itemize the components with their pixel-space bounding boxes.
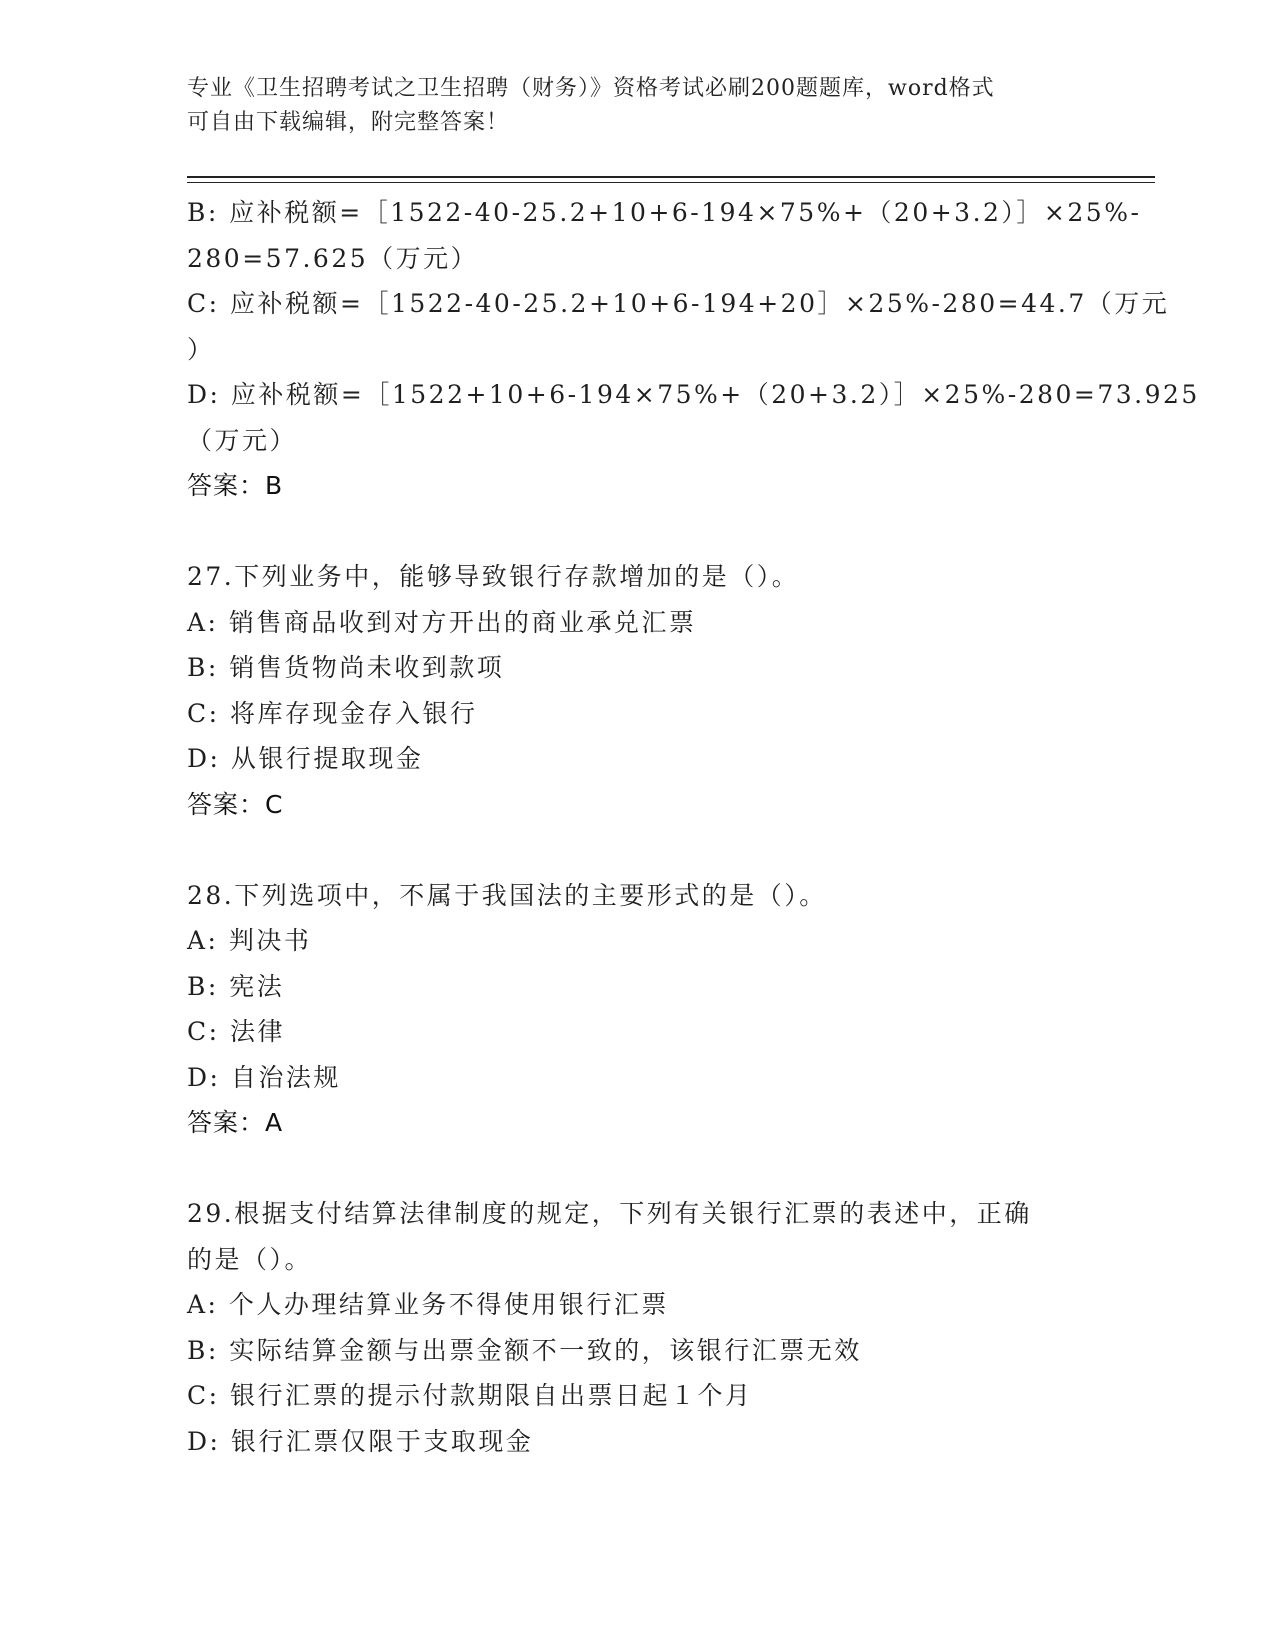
q28-option-a: A: 判决书 [187, 926, 312, 955]
q28-option-d: D: 自治法规 [187, 1062, 341, 1092]
q26-option-c-line-1: C: 应补税额=［1522-40-25.2+10+6-194+20］×25%-280=44.7（万元 [187, 289, 1170, 318]
q28-answer: 答案：A [187, 1108, 284, 1137]
q28-option-c: C: 法律 [187, 1017, 285, 1046]
q29-option-c: C: 银行汇票的提示付款期限自出票日起１个月 [187, 1381, 753, 1410]
q28-question: 28.下列选项中，不属于我国法的主要形式的是（）。 [187, 880, 827, 910]
question-26 [187, 190, 1200, 509]
q26-option-b-line-1: B: 应补税额=［1522-40-25.2+10+6-194×75%+（20+3.2）］×25%- [187, 198, 1142, 227]
header-rule-thin [187, 182, 1155, 183]
question-27 [187, 554, 1087, 827]
q29-option-d: D: 银行汇票仅限于支取现金 [187, 1426, 534, 1456]
q26-answer: 答案：B [187, 471, 284, 500]
spacer [187, 509, 1087, 555]
spacer [187, 1146, 1087, 1192]
q27-option-a: A: 销售商品收到对方开出的商业承兑汇票 [187, 607, 697, 637]
q29-question-line-2: 的是（）。 [187, 1244, 313, 1274]
q27-answer: 答案：C [187, 789, 284, 819]
q28-option-b: B: 宪法 [187, 971, 285, 1001]
q27-question: 27.下列业务中，能够导致银行存款增加的是（）。 [187, 562, 800, 591]
header-title-line-2: 可自由下载编辑，附完整答案！ [187, 110, 510, 135]
q26-option-d-line-1: D: 应补税额=［1522+10+6-194×75%+（20+3.2）］×25%-280=73.925 [187, 380, 1200, 409]
q26-option-c-line-2: ） [187, 334, 215, 364]
q26-option-d-line-2: （万元） [187, 425, 298, 455]
question-29 [187, 1191, 1087, 1464]
q29-question-line-1: 29.根据支付结算法律制度的规定，下列有关银行汇票的表述中，正确 [187, 1199, 1032, 1228]
document-header [187, 72, 1067, 140]
spacer [187, 827, 1087, 873]
q27-option-b: B: 销售货物尚未收到款项 [187, 653, 505, 682]
q29-option-b: B: 实际结算金额与出票金额不一致的，该银行汇票无效 [187, 1335, 862, 1365]
q27-option-d: D: 从银行提取现金 [187, 744, 424, 773]
q29-option-a: A: 个人办理结算业务不得使用银行汇票 [187, 1290, 669, 1319]
question-list [187, 190, 1200, 1464]
header-title-line-1: 专业《卫生招聘考试之卫生招聘（财务）》资格考试必刷200题题库，word格式 [187, 76, 995, 101]
header-rule-thick [187, 176, 1155, 178]
q27-option-c: C: 将库存现金存入银行 [187, 698, 478, 728]
question-28 [187, 873, 1087, 1146]
q26-option-b-line-2: 280=57.625（万元） [187, 243, 479, 273]
